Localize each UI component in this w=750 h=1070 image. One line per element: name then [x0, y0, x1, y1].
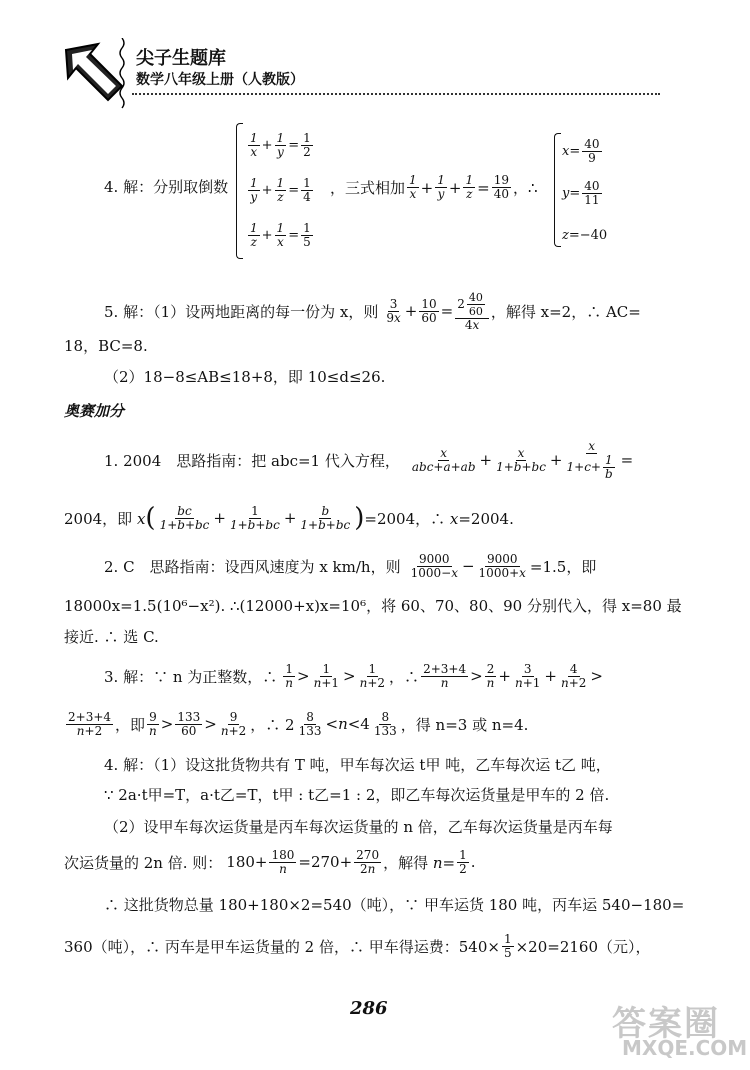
watermark-logo-text: 答案圈 — [612, 1004, 720, 1044]
q4-result-brace — [554, 133, 561, 247]
header-wavy-divider — [118, 38, 126, 113]
header-dotted-rule — [132, 93, 660, 95]
header-subtitle: 数学八年级上册（人教版） — [136, 72, 304, 88]
b4-line4: 次运货量的 2n 倍. 则： 180+ $\frac{180}{n}$ =270+ $\frac{270}{2n}$ ，解得 n= $\frac{1}{2}$ . — [64, 847, 476, 876]
page-number: 286 — [350, 998, 388, 1019]
b4-line3: （2）设甲车每次运货量是丙车每次运货量的 n 倍，乙车每次运货量是丙车每 — [104, 818, 613, 836]
section-title-olympiad: 奥赛加分 — [64, 402, 125, 420]
q5-line1: 5. 解：（1）设两地距离的每一份为 x，则 $\frac{3}{9x}$ + $\frac{10}{60}$ = 2 $\frac{40}{60}$ 4x ，解得 x=2，∴ AC= — [104, 290, 641, 332]
b2-line3: 接近. ∴ 选 C. — [64, 628, 159, 646]
b4-line5: ∴ 这批货物总量 180+180×2=540（吨），∵ 甲车运货 180 吨，丙车运 540−180= — [104, 896, 685, 914]
b4-line6: 360（吨），∴ 丙车是甲车运货量的 2 倍，∴ 甲车得运费：540× $\frac{1}{5}$ ×20=2160（元）， — [64, 931, 651, 960]
q5-line3: （2）18−8≤AB≤18+8，即 10≤d≤26. — [104, 368, 386, 386]
q4-system-brace — [236, 123, 243, 259]
q4-solution: 4. 解：分别取倒数 — [104, 178, 229, 196]
b3-line2: $\frac{2+3+4}{n+2}$ ，即 $\frac{9}{n}$ > $\frac{133}{60}$ > $\frac{9}{n+2}$ ，∴ 2 $\frac{8}{133}$ <n<4 $\frac{8}{133}$ ，得 n=3 或 n=4. — [68, 709, 529, 738]
b3-line1: 3. 解：∵ n 为正整数，∴ $\frac{1}{n}$ > $\frac{1}{n+1}$ > $\frac{1}{n+2}$ ，∴ $\frac{2+3+4}{n}$ > $\frac{2}{n}$ + $\frac{3}{n+1}$ + $\frac{4}{n+2}$ > — [104, 661, 603, 690]
q4-system: $\frac{1}{x}$ + $\frac{1}{y}$ = $\frac{1}{2}$ $\frac{1}{y}$ + $\frac{1}{z}$ = $\frac{1}{4}$ $\frac{1}{z}$ + $\frac{1}{x}$ = $\frac{1}{5}$ — [250, 131, 311, 249]
q5-line2: 18，BC=8. — [64, 337, 148, 355]
header-title: 尖子生题库 — [136, 48, 226, 69]
b1-line2: 2004，即 x ( $\frac{bc}{1+b+bc}$ + $\frac{1}{1+b+bc}$ + $\frac{b}{1+b+bc}$ ) =2004，∴ x=2004. — [64, 503, 514, 533]
b4-line1: 4. 解：（1）设这批货物共有 T 吨，甲车每次运 t甲 吨，乙车每次运 t乙 吨， — [104, 756, 611, 774]
watermark-url: MXQE.COM — [622, 1036, 748, 1060]
q4-result: x = $\frac{40}{9}$ y = $\frac{40}{11}$ z =−40 — [562, 136, 608, 243]
b1-line1: 1. 2004 思路指南：把 abc=1 代入方程， $\frac{x}{\text{abc+a+ab}}$ + $\frac{x}{1+b+bc}$ + x 1+c+ $\frac{1}{b}$ = — [104, 438, 634, 481]
b2-line1: 2. C 思路指南：设西风速度为 x km/h，则 $\frac{9000}{1000-x}$ − $\frac{9000}{1000+x}$ =1.5，即 — [104, 551, 597, 580]
q4-sum-equation: ， 三式相加 $\frac{1}{x}$ + $\frac{1}{y}$ + $\frac{1}{z}$ = $\frac{19}{40}$ ， ∴ — [330, 173, 538, 201]
b4-line2: ∵ 2a·t甲=T，a·t乙=T，t甲 : t乙=1 : 2，即乙车每次运货量是甲车的 2 倍. — [104, 786, 610, 804]
b2-line2: 18000x=1.5(10⁶−x²). ∴(12000+x)x=10⁶，将 60、70、80、90 分别代入，得 x=80 最 — [64, 597, 682, 615]
